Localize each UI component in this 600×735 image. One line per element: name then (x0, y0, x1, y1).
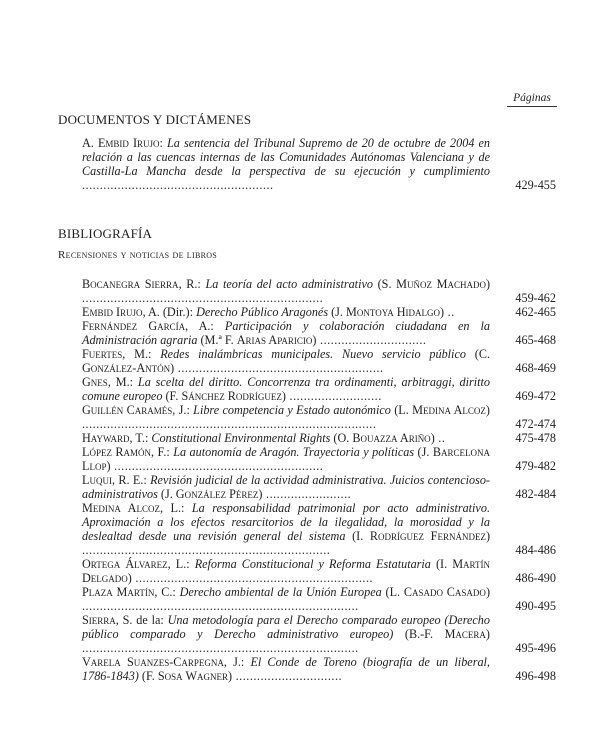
author-name: Fuertes (82, 347, 123, 361)
author-name: Plaza Martín (82, 585, 155, 599)
reviewer-prefix: (L. (381, 585, 404, 599)
page-range: 468-469 (515, 361, 556, 375)
leader-dots: .................................................................... (82, 291, 324, 305)
reviewer-name: Bouazza Ariño (352, 431, 431, 445)
author-tail: , A. (Dir.): (142, 305, 197, 319)
work-title: Derecho Público Aragonés (196, 305, 329, 319)
page-range: 459-462 (515, 291, 556, 305)
author-name: Fernández García (82, 319, 186, 333)
leader-dots: ...................................................... (82, 178, 274, 192)
paginas-rule (507, 106, 557, 107)
page-range: 475-478 (515, 431, 556, 445)
section-title-bibliografia: BIBLIOGRAFÍA (58, 226, 153, 241)
author-tail: , J.: (172, 403, 194, 417)
index-entry (82, 557, 556, 585)
author-tail: : (159, 136, 168, 150)
author-name: Guillén Caramés (82, 403, 173, 417)
reviewer-name: Sánchez Rodríguez (181, 389, 282, 403)
page-range: 479-482 (515, 459, 556, 473)
reviewer-suffix: ) (106, 459, 111, 473)
work-title: La autonomía de Aragón. Trayectoria y políticas (173, 445, 415, 459)
reviewer-prefix: (L. (390, 403, 413, 417)
reviewer-prefix: (J. (414, 445, 433, 459)
leader-dots: .............................. (232, 669, 343, 683)
reviewer-name: Muñoz Machado (396, 277, 486, 291)
page-range: 486-490 (515, 571, 556, 585)
page-range: 495-496 (515, 641, 556, 655)
index-entry (82, 445, 556, 473)
author-name: Gnes (82, 375, 108, 389)
index-entry (82, 305, 556, 319)
index-entry (82, 403, 556, 431)
work-title: La teoría del acto administrativo (205, 277, 373, 291)
index-entry (82, 501, 556, 557)
author-tail: , R. E.: (111, 473, 151, 487)
work-title: Constitutional Environmental Rights (151, 431, 331, 445)
author-tail: , L.: (159, 501, 192, 515)
work-title: La sentencia del Tribunal Supremo de 20 de octubre de 2004 en relación a las cuencas internas de las Comunidades Autónomas Valenciana y de Castilla-La Mancha desde la perspectiva de su ejecución y cumplimiento (82, 136, 490, 178)
author-name: Sierra (82, 613, 116, 627)
author-name: Varela Suanzes-Carpegna (82, 655, 224, 669)
author-name: Bocanegra Sierra (82, 277, 179, 291)
work-title: Derecho ambiental de la Unión Europea (179, 585, 382, 599)
index-entry (82, 655, 556, 683)
page-range: 490-495 (515, 599, 556, 613)
reviewer-suffix: ) (312, 333, 317, 347)
reviewer-prefix: (F. (162, 389, 182, 403)
leader-dots: .............................................................................. (82, 641, 359, 655)
reviewer-suffix: ) (485, 403, 490, 417)
subsection-title-recensiones: Recensiones y noticias de libros (58, 249, 218, 261)
page-range: 429-455 (515, 178, 556, 192)
reviewer-prefix: (I. (345, 529, 370, 543)
author-tail: , C.: (154, 585, 180, 599)
reviewer-prefix: (J. (328, 305, 347, 319)
reviewer-suffix: ) (281, 389, 286, 403)
page-range: 472-474 (515, 417, 556, 431)
author-name: López Ramón (82, 445, 152, 459)
page-range: 496-498 (515, 669, 556, 683)
reviewer-suffix: ) (430, 431, 435, 445)
page-range: 465-468 (515, 333, 556, 347)
leader-dots: .......................................................... (174, 361, 384, 375)
paginas-column-header (507, 92, 557, 107)
work-title: Libre competencia y Estado autonómico (193, 403, 391, 417)
reviewer-name: Arias Aparicio (236, 333, 313, 347)
reviewer-prefix: (I. (430, 557, 453, 571)
reviewer-name: Rodríguez Fernández (369, 529, 486, 543)
author-name: Ortega Álvarez (82, 557, 168, 571)
leader-dots: .............................. (316, 333, 427, 347)
reviewer-suffix: ) (485, 529, 490, 543)
work-title: Una metodología para el Derecho comparado europeo (Derecho público comparado y Derecho administrativo europeo) (82, 613, 490, 641)
reviewer-name: Medina Alcoz (412, 403, 486, 417)
reviewer-prefix: (B.-F. (393, 627, 445, 641)
author-tail: , L.: (167, 557, 195, 571)
author-tail: , M.: (122, 347, 161, 361)
reviewer-suffix: ) (440, 305, 445, 319)
reviewer-prefix: (J. (157, 487, 176, 501)
reviewer-prefix: (O. (330, 431, 353, 445)
work-title: Reforma Constitucional y Reforma Estatutaria (194, 557, 431, 571)
leader-dots: .......................... (285, 389, 382, 403)
reviewer-name: González-Antón (82, 361, 171, 375)
author-tail: , F.: (151, 445, 174, 459)
reviewer-name: Barcelona Llop (82, 445, 490, 473)
leader-dots: ................................................................................... (82, 417, 377, 431)
index-entry (82, 277, 556, 305)
reviewer-prefix: (M.ª F. (197, 333, 237, 347)
reviewer-prefix: (F. (138, 669, 158, 683)
leader-dots: .............................................................................. (82, 599, 359, 613)
leader-dots: ........................................................... (110, 459, 324, 473)
page-range: 482-484 (515, 487, 556, 501)
reviewer-name: González Pérez (175, 487, 259, 501)
leader-dots: .. (444, 305, 455, 319)
author-tail: , M.: (107, 375, 138, 389)
reviewer-name: Macera (444, 627, 486, 641)
index-entry (82, 585, 556, 613)
reviewer-suffix: ) (258, 487, 263, 501)
work-title: El Conde de Toreno (biografía de un liberal, 1786-1843) (82, 655, 490, 683)
work-title: La responsabilidad patrimonial por acto administrativo. Aproximación a los efectos resarcitorios de la ilegalidad, la morosidad y la deslealtad desde una revisión general del sistema (82, 501, 490, 543)
index-entry (82, 375, 556, 403)
reviewer-name: Martín Delgado (82, 557, 490, 585)
author-initial: A. (82, 136, 98, 150)
author-tail: , J.: (223, 655, 251, 669)
page-range: 484-486 (515, 543, 556, 557)
reviewer-name: Casado Casado (403, 585, 486, 599)
index-entry (82, 136, 556, 192)
index-entry (82, 613, 556, 655)
paginas-label: Páginas (513, 92, 551, 104)
page-range: 462-465 (515, 305, 556, 319)
index-entry (82, 347, 556, 375)
leader-dots: .. (434, 431, 446, 445)
page-range: 469-472 (515, 389, 556, 403)
index-entry (82, 473, 556, 501)
reviewer-name: Montoya Hidalgo (346, 305, 441, 319)
reviewer-suffix: ) (170, 361, 175, 375)
reviewer-suffix: ) (127, 571, 132, 585)
reviewer-suffix: ) (485, 627, 490, 641)
work-title: Revisión judicial de la actividad administrativa. Juicios contencioso-administrativos (82, 473, 490, 501)
section-title-documentos: DOCUMENTOS Y DICTÁMENES (58, 112, 252, 127)
leader-dots: ........................ (262, 487, 352, 501)
author-name: Embid Irujo (82, 305, 143, 319)
work-title: La scelta del diritto. Concorrenza tra ordinamenti, arbitraggi, diritto comune europeo (82, 375, 490, 403)
author-name: Medina Alcoz (82, 501, 160, 515)
author-tail: , T.: (129, 431, 152, 445)
author-name: Luqui (82, 473, 112, 487)
reviewer-prefix: (S. (372, 277, 397, 291)
index-entry (82, 431, 556, 445)
reviewer-name: Sosa Wagner (157, 669, 229, 683)
author-tail: , A.: (185, 319, 225, 333)
leader-dots: ................................................................... (131, 571, 374, 585)
leader-dots: ...................................................................... (82, 543, 331, 557)
reviewer-suffix: ) (485, 277, 491, 291)
author-name: Embid Irujo (97, 136, 160, 150)
author-tail: , R.: (178, 277, 206, 291)
author-tail: , S. de la: (115, 613, 168, 627)
reviewer-prefix: (C. (465, 347, 491, 361)
reviewer-suffix: ) (485, 585, 490, 599)
reviewer-suffix: ) (228, 669, 233, 683)
index-entry (82, 319, 556, 347)
work-title: Participación y colaboración ciudadana en la Administración agraria (82, 319, 491, 347)
work-title: Redes inalámbricas municipales. Nuevo servicio público (160, 347, 466, 361)
author-name: Hayward (82, 431, 130, 445)
